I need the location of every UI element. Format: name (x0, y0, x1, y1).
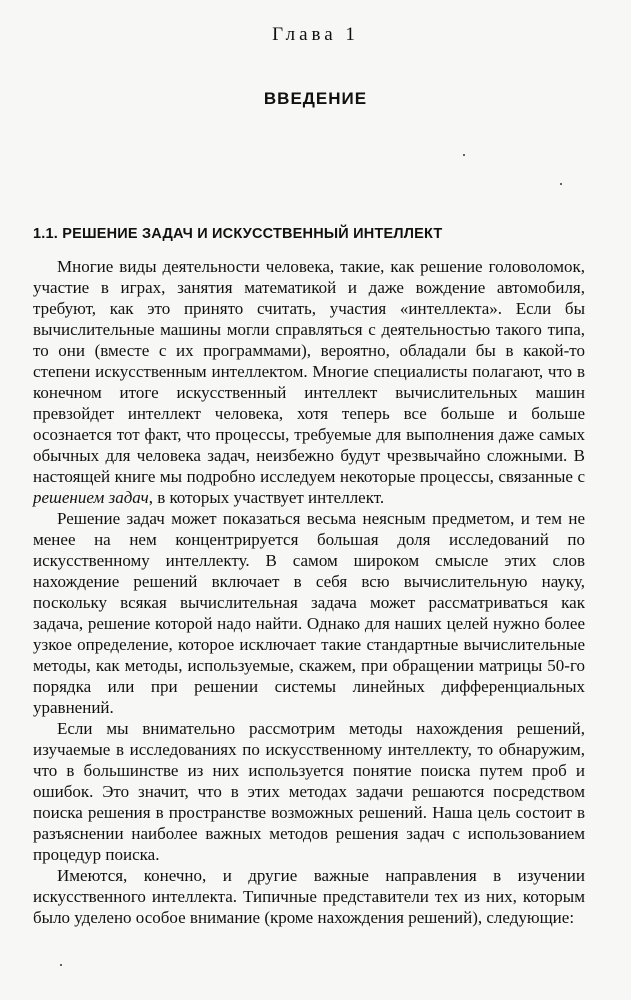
chapter-title: ВВЕДЕНИЕ (263, 89, 368, 108)
section-heading: 1.1. РЕШЕНИЕ ЗАДАЧ И ИСКУССТВЕННЫЙ ИНТЕЛЛЕКТ (33, 226, 443, 242)
scan-speck (463, 154, 465, 156)
paragraph-1-emphasis: решением задач (33, 488, 149, 507)
body-text (33, 256, 585, 928)
chapter-label: Глава 1 (272, 24, 359, 45)
paragraph-2: Решение задач может показаться весьма неясным предметом, и тем не менее на нем концентрируется большая доля исследований по искусственному интеллекту. В самом широком смысле этих слов нахождение решений включает в себя всю вычислительную науку, поскольку всякая вычислительная задача может рассматриваться как задача, решение которой надо найти. Однако для наших целей нужно более узкое определение, которое исключает такие стандартные вычислительные методы, как методы, используемые, скажем, при обращении матрицы 50-го порядка или при решении системы линейных дифференциальных уравнений. (33, 509, 585, 717)
paragraph-4: Имеются, конечно, и другие важные направления в изучении искусственного интеллекта. Типичные представители тех из них, которым было уделено особое внимание (кроме нахождения решений), следующие: (33, 866, 585, 927)
paragraph-3: Если мы внимательно рассмотрим методы нахождения решений, изучаемые в исследованиях по искусственному интеллекту, то обнаружим, что в большинстве из них используется понятие поиска путем проб и ошибок. Это значит, что в этих методах задачи решаются посредством поиска решения в пространстве возможных решений. Наша цель состоит в разъяснении наиболее важных методов решения задач с использованием процедур поиска. (33, 719, 585, 864)
paragraph-1-start: Многие виды деятельности человека, такие, как решение головоломок, участие в играх, занятия математикой и даже вождение автомобиля, требуют, как это принято считать, участия «интеллекта». Если бы вычислительные машины могли справляться с деятельностью такого типа, то они (вместе с их программами), вероятно, обладали бы в какой-то степени искусственным интеллектом. Многие специалисты полагают, что в конечном итоге искусственный интеллект вычислительных машин превзойдет интеллект человека, хотя теперь все больше и больше осознается тот факт, что процессы, требуемые для выполнения даже самых обычных для человека задач, неизбежно будут чрезвычайно сложными. В настоящей книге мы подробно исследуем некоторые процессы, связанные с (33, 257, 585, 486)
scan-speck (560, 183, 562, 185)
paragraph-1-end: , в которых участвует интеллект. (148, 488, 385, 507)
scan-speck (60, 964, 62, 966)
paragraph-1 (33, 256, 585, 508)
